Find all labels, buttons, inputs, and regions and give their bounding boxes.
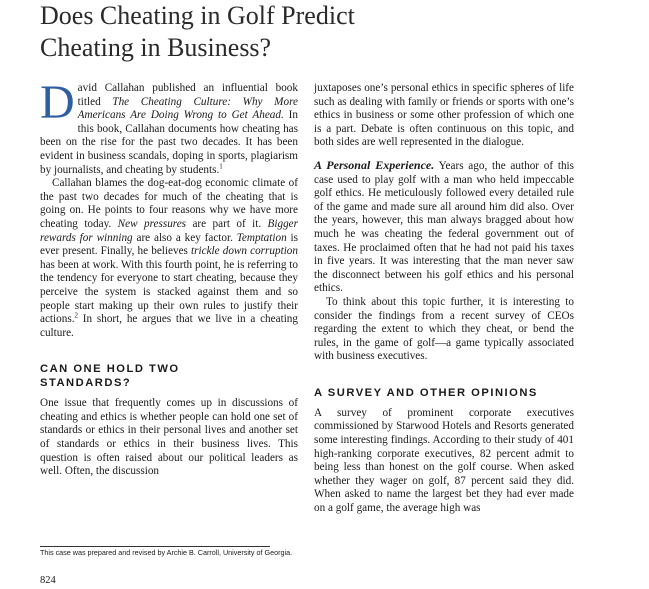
heading-line-1: CAN ONE HOLD TWO — [40, 363, 180, 376]
reasons-text-d: is ever present. Finally, he believes — [40, 231, 298, 258]
standards-paragraph: One issue that frequently comes up in discussions of cheating and ethics is whether people can hold one set of standards or ethics in their personal lives and another set of standards or ethics in their business lives. This question is often raised about our political leaders as well. Often, the discussion — [40, 397, 298, 478]
personal-experience-text: Years ago, the author of this case used to play golf with a man who held impeccable golf ethics. He meticulously followed every detailed rule of the game and made sure all around him did also. Over the years, however, this man always bragged about how much he was cheating the federal government out of taxes. He proclaimed often that he had not paid his taxes in five years. It was interesting that the man never saw the disconnect between his golf ethics and his personal ethics. — [314, 159, 574, 295]
personal-experience-paragraph — [314, 159, 574, 296]
book-title: The Cheating Culture: Why More Americans Are Doing Wrong to Get Ahead. — [77, 95, 298, 122]
intro-paragraph — [40, 76, 298, 177]
title-line-2: Cheating in Business? — [40, 33, 272, 62]
footnote-ref-1: 1 — [219, 161, 223, 170]
intro-text: avid Callahan published an influential book titled — [77, 82, 298, 108]
reasons-text-f: In short, he argues that we live in a cheating culture. — [40, 313, 298, 339]
reasons-paragraph — [40, 177, 298, 340]
footnote-ref-2: 2 — [74, 311, 78, 320]
reason-bigger-rewards: Bigger rewards for winning — [40, 217, 298, 244]
run-in-heading: A Personal Experience. — [314, 157, 435, 172]
debate-paragraph: juxtaposes one’s personal ethics in specific spheres of life such as dealing with family or friends or sports with one’s ethics in business or some other profession of which one is a part. Debate is often continuous on this topic, and both sides are well represented in the dialogue. — [314, 82, 574, 149]
case-footnote: This case was prepared and revised by Archie B. Carroll, University of Georgia. — [40, 548, 293, 557]
left-column — [40, 76, 298, 479]
title-line-1: Does Cheating in Golf Predict — [40, 1, 355, 30]
article-title — [40, 0, 640, 64]
survey-paragraph: A survey of prominent corporate executives commissioned by Starwood Hotels and Resorts generated some interesting findings. According to their study of 401 high-ranking corporate executives, 82 percent admit to being less than honest on the golf course. When asked whether they wager on golf, 87 percent said they did. When asked to name the largest bet they had ever made on a golf game, the average high was — [314, 406, 574, 515]
heading-line-2: STANDARDS? — [40, 377, 132, 390]
reason-new-pressures: New pressures — [117, 217, 187, 230]
reasons-text-c: are also a key factor. — [132, 231, 237, 244]
reasons-text-a: Callahan blames the dog-eat-dog economic climate of the past two decades for much of the cheating that is going on. He points to four reasons why we have more cheating today. — [40, 177, 298, 230]
survey-intro-paragraph: To think about this topic further, it is interesting to consider the findings from a recent survey of CEOs regarding the extent to which they cheat, or bend the rules, in the game of golf—a game typically associated with business executives. — [314, 295, 574, 363]
section-heading-two-standards — [40, 362, 298, 390]
reason-temptation: Temptation — [236, 231, 287, 244]
page-number: 824 — [40, 575, 56, 586]
right-column — [314, 82, 574, 516]
reasons-text-b: are part of it. — [186, 217, 268, 230]
footnote-divider — [40, 546, 270, 547]
section-heading-survey: A SURVEY AND OTHER OPINIONS — [314, 386, 538, 399]
drop-cap: D — [40, 76, 75, 129]
reason-trickle-down: trickle down corruption — [191, 245, 298, 258]
reasons-text-e: has been at work. With this fourth point, he is referring to the tendency for everyone to start cheating, because they perceive the system is stacked against them and so people start making up their own rules to justify their actions. — [40, 258, 298, 326]
intro-text-rest: In this book, Callahan documents how cheating has been on the rise for the past two decades. It has been evident in business scandals, doping in sports, plagiarism by journalists, and cheating by students. — [40, 109, 298, 176]
